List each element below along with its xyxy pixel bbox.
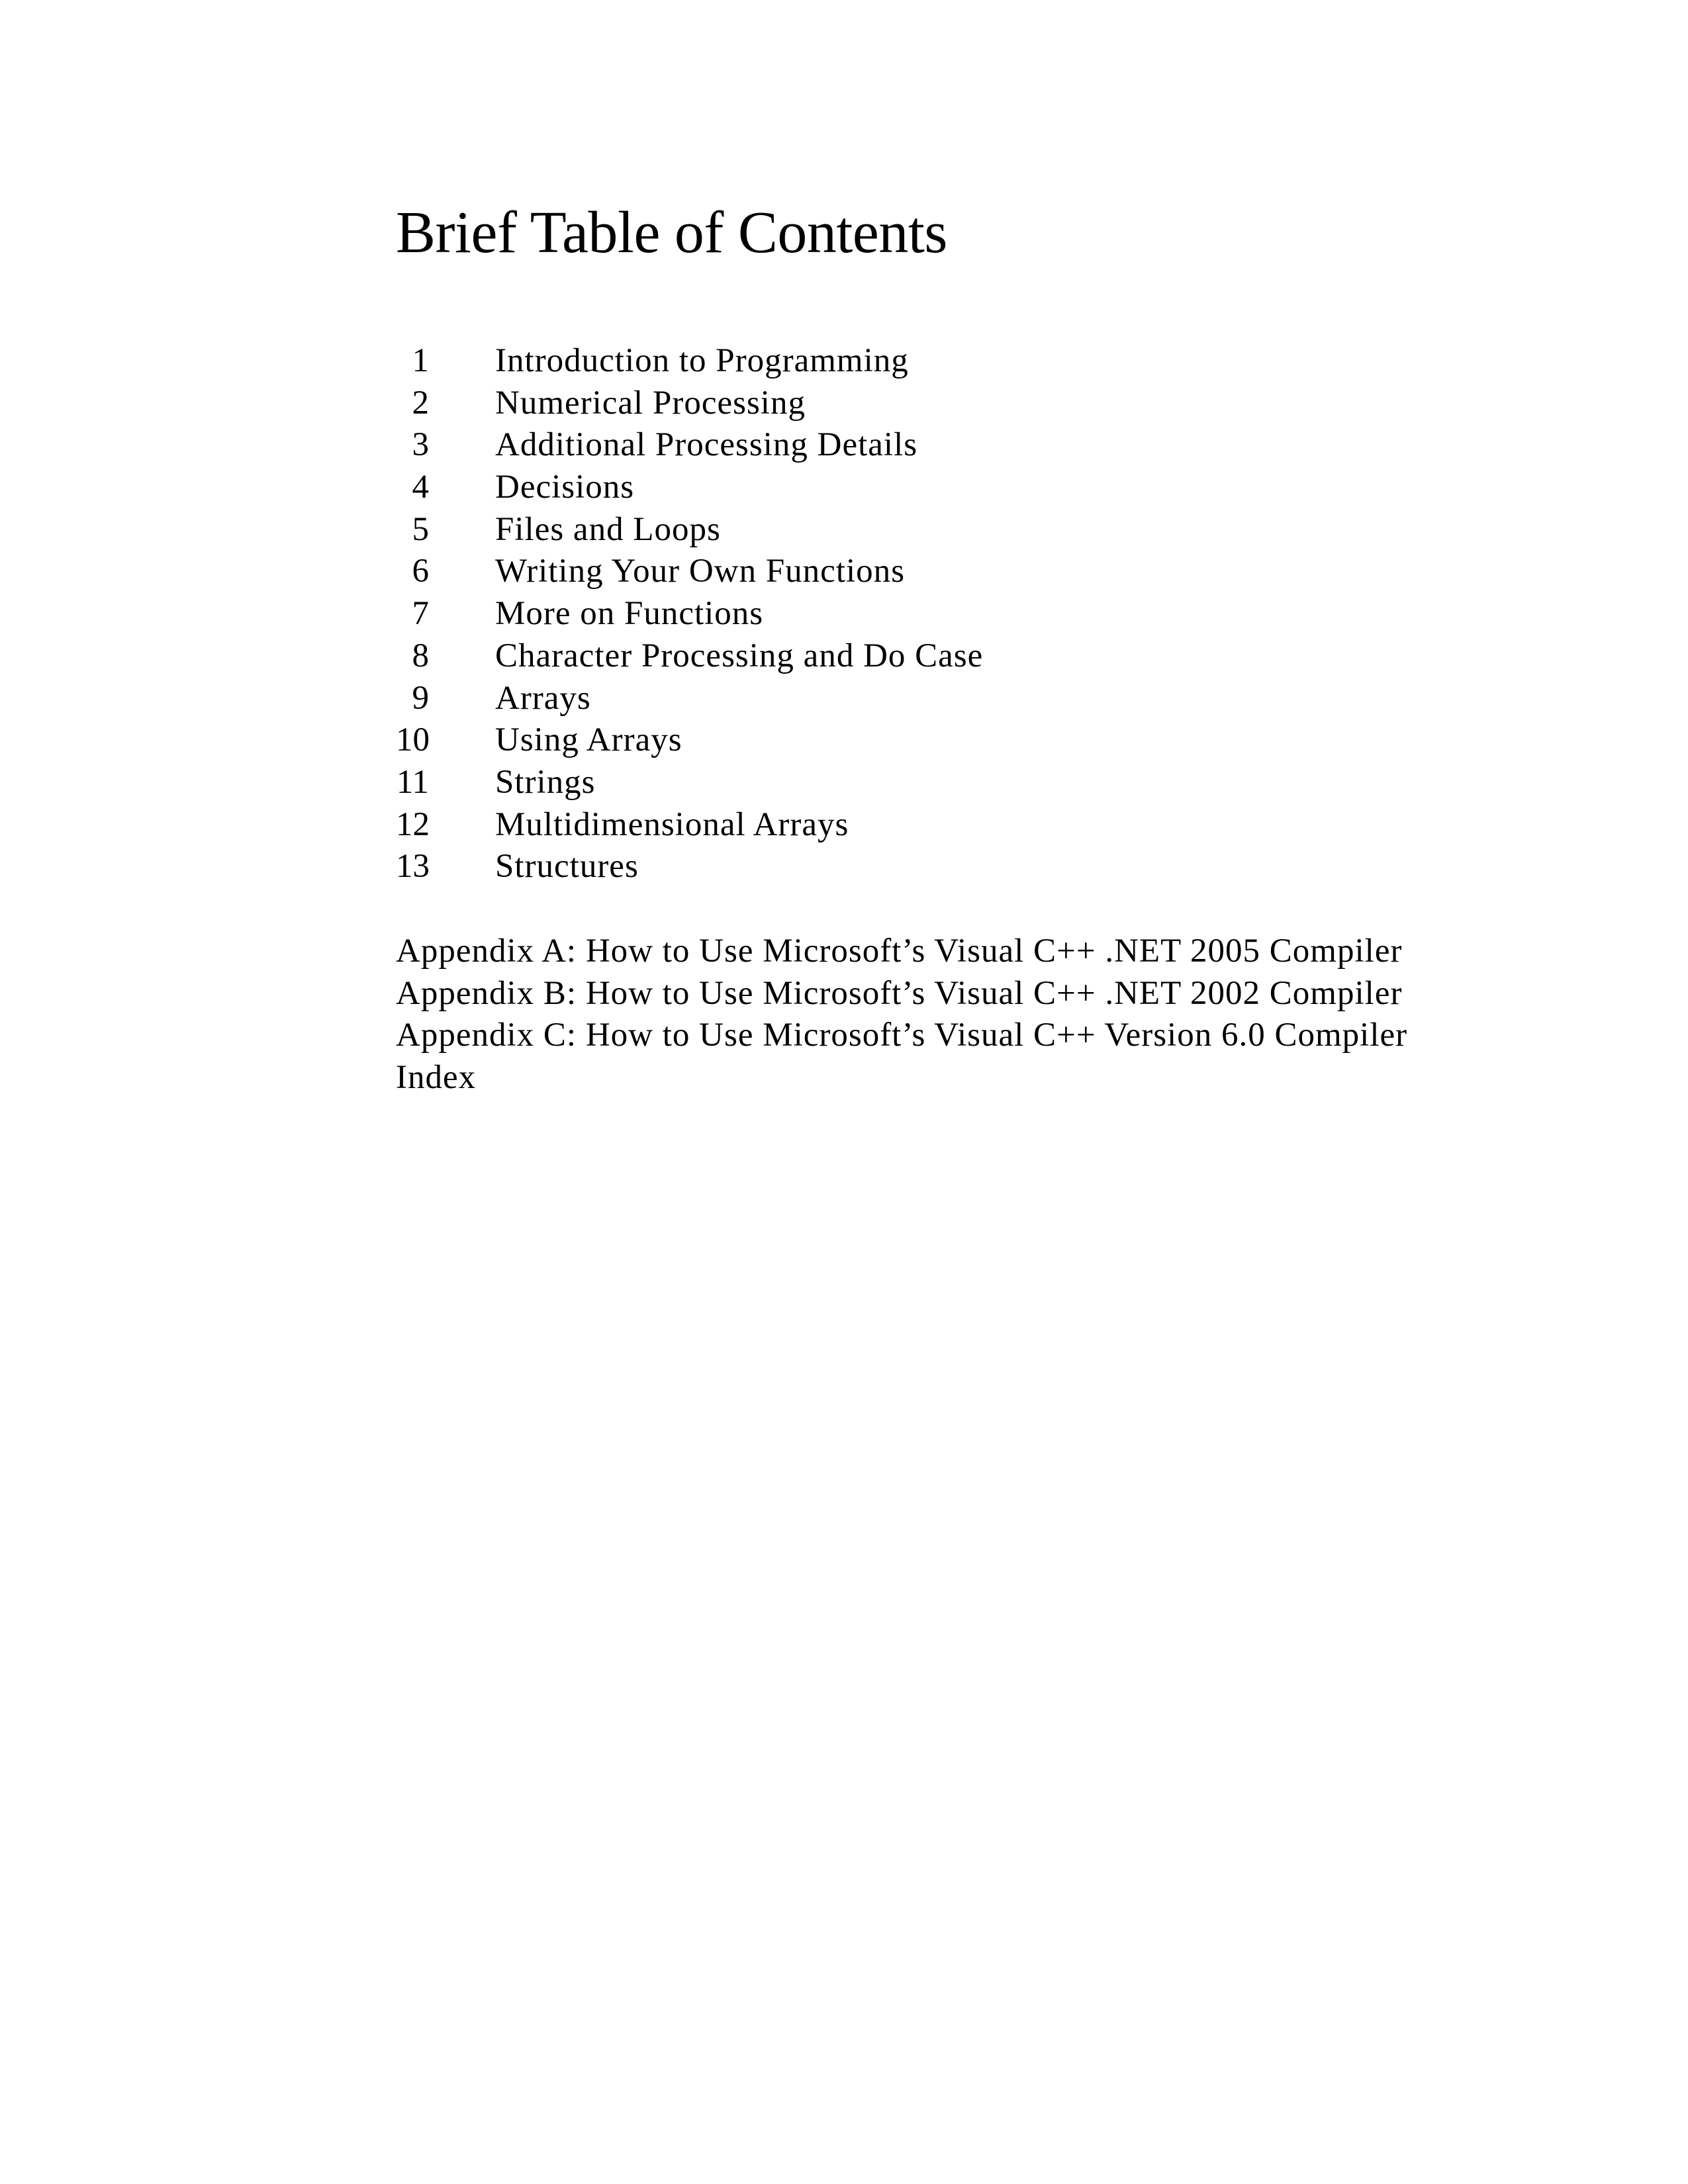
page-title: Brief Table of Contents (396, 200, 947, 265)
appendix-c-entry: Appendix C: How to Use Microsoft’s Visual C++ Version 6.0 Compiler (396, 1017, 1408, 1054)
chapter-number: 11 (396, 763, 429, 801)
chapter-entry (396, 719, 682, 762)
chapter-title: Strings (495, 763, 596, 801)
chapter-title: Files and Loops (495, 510, 721, 548)
chapter-number: 12 (396, 805, 430, 843)
chapter-list (396, 340, 984, 888)
chapter-number: 4 (412, 469, 429, 506)
chapter-number: 5 (412, 510, 429, 548)
chapter-title: Structures (495, 848, 639, 886)
chapter-entry (396, 467, 635, 509)
index-entry: Index (396, 1059, 477, 1097)
chapter-title: Multidimensional Arrays (495, 805, 849, 843)
back-matter-list (396, 931, 1407, 1099)
chapter-number: 2 (412, 384, 429, 422)
chapter-entry (396, 804, 849, 846)
appendix-b-entry: Appendix B: How to Use Microsoft’s Visual C++ .NET 2002 Compiler (396, 974, 1403, 1012)
chapter-entry (396, 424, 918, 467)
chapter-entry (396, 551, 905, 593)
chapter-entry (396, 678, 591, 720)
chapter-number: 7 (412, 595, 429, 633)
chapter-title: Arrays (495, 679, 591, 717)
chapter-entry (396, 846, 639, 888)
chapter-number: 9 (412, 679, 429, 717)
chapter-title: Character Processing and Do Case (495, 637, 984, 674)
chapter-title: More on Functions (495, 595, 764, 633)
chapter-title: Using Arrays (495, 721, 682, 759)
chapter-entry (396, 593, 764, 635)
chapter-entry (396, 509, 721, 551)
chapter-number: 13 (396, 848, 430, 886)
chapter-entry (396, 340, 909, 383)
chapter-number: 10 (396, 721, 430, 759)
chapter-title: Writing Your Own Functions (495, 553, 905, 590)
chapter-number: 8 (412, 637, 429, 674)
chapter-title: Numerical Processing (495, 384, 806, 422)
chapter-number: 3 (412, 426, 429, 464)
chapter-title: Introduction to Programming (495, 342, 909, 379)
chapter-title: Decisions (495, 469, 635, 506)
chapter-entry (396, 762, 596, 804)
chapter-number: 1 (412, 342, 429, 379)
appendix-a-entry: Appendix A: How to Use Microsoft’s Visual C++ .NET 2005 Compiler (396, 933, 1403, 970)
chapter-title: Additional Processing Details (495, 426, 918, 464)
chapter-entry (396, 383, 806, 425)
chapter-number: 6 (412, 553, 429, 590)
chapter-entry (396, 635, 984, 678)
